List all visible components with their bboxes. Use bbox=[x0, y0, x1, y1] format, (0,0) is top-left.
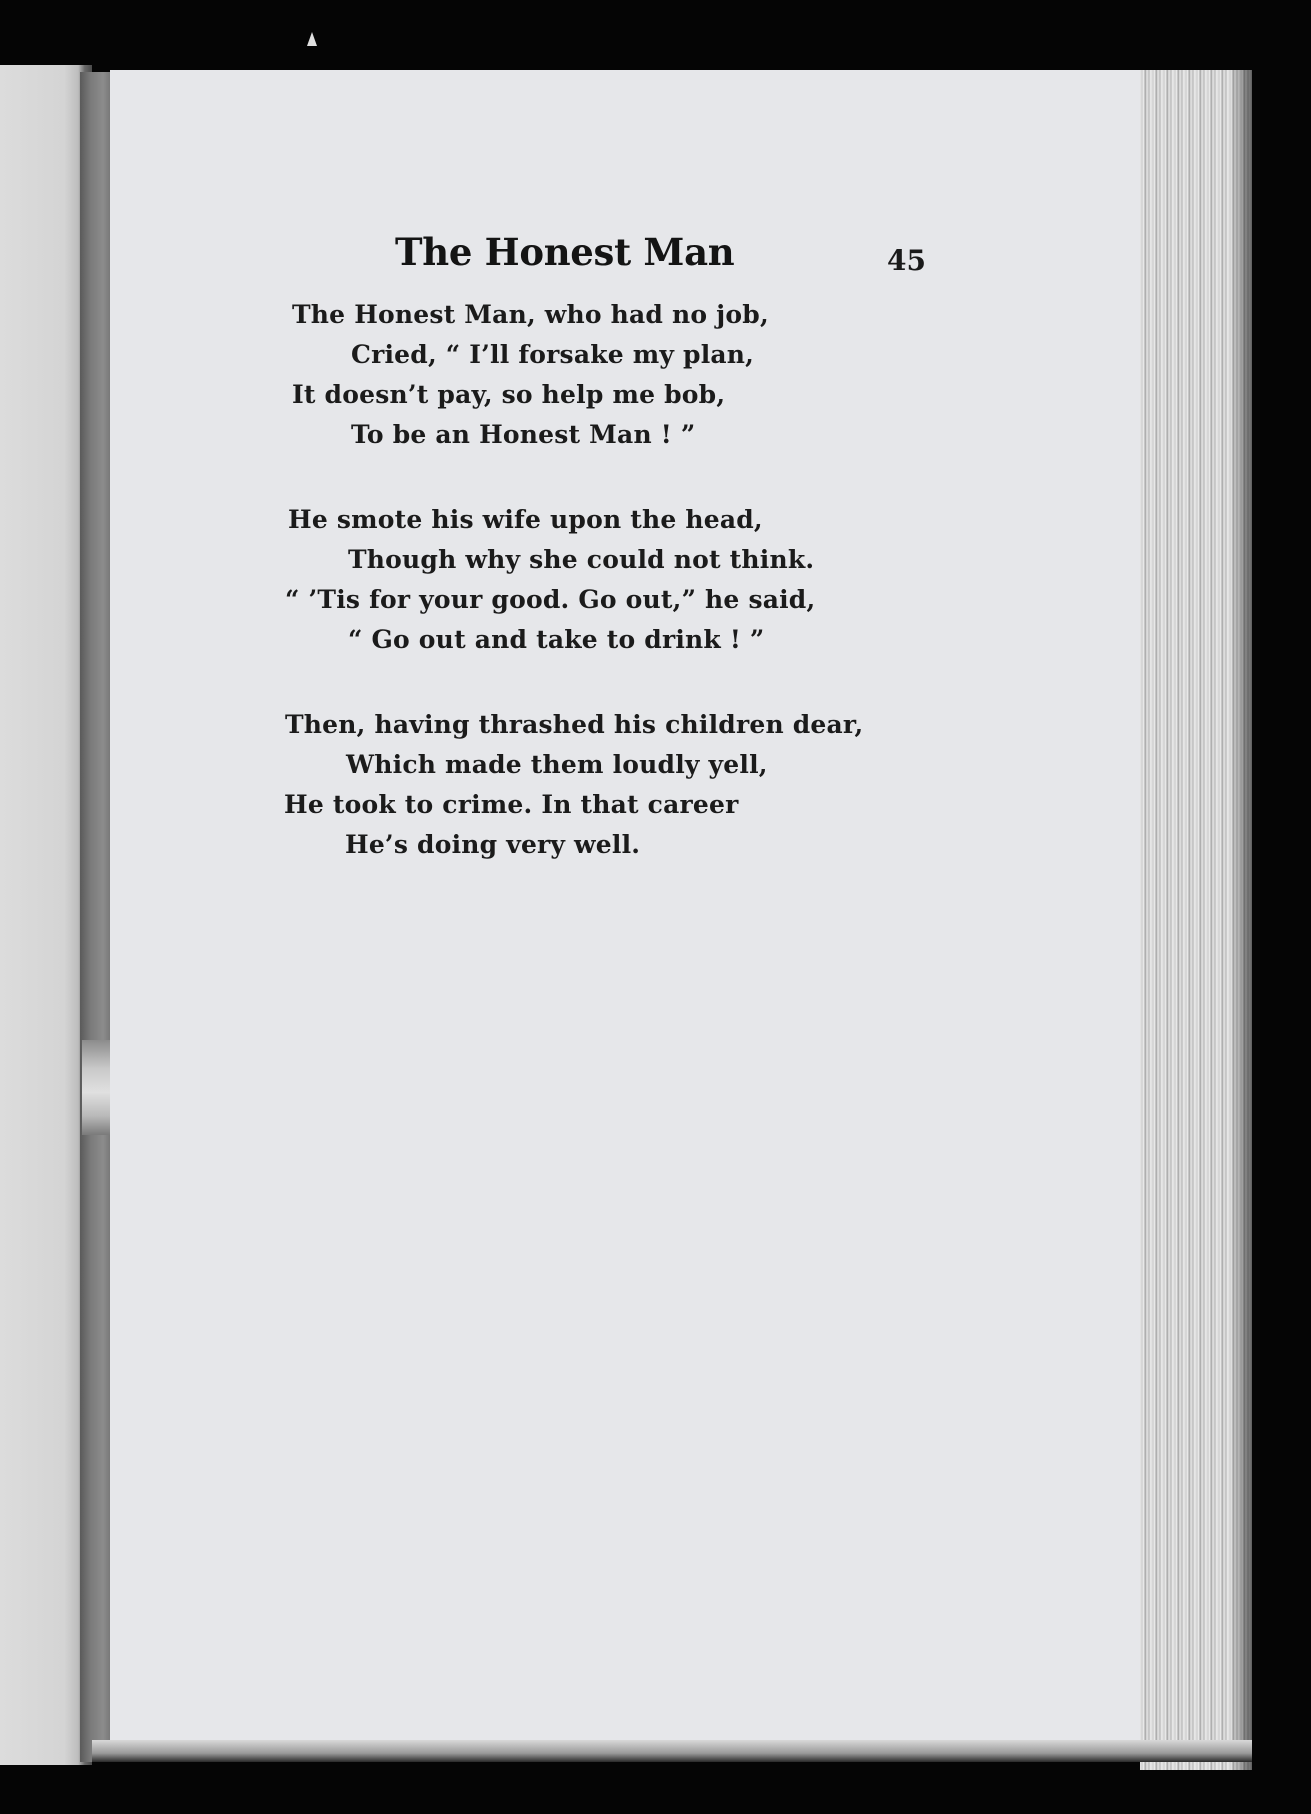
poem-line: Which made them loudly yell, bbox=[346, 750, 768, 779]
poem-line: The Honest Man, who had no job, bbox=[292, 300, 769, 329]
page-number: 45 bbox=[887, 244, 926, 277]
left-page-edge bbox=[0, 65, 92, 1765]
poem-line: Though why she could not think. bbox=[348, 545, 815, 574]
page-bottom-edge bbox=[92, 1740, 1252, 1762]
poem-title: The Honest Man bbox=[395, 230, 735, 274]
poem-line: He smote his wife upon the head, bbox=[288, 505, 763, 534]
poem-line: To be an Honest Man ! ” bbox=[351, 420, 696, 449]
poem-line: He’s doing very well. bbox=[345, 830, 641, 859]
poem-line: Cried, “ I’ll forsake my plan, bbox=[351, 340, 755, 369]
poem-line: Then, having thrashed his children dear, bbox=[285, 710, 864, 739]
poem-line: “ ’Tis for your good. Go out,” he said, bbox=[285, 585, 816, 614]
poem-line: It doesn’t pay, so help me bob, bbox=[292, 380, 726, 409]
page-header bbox=[0, 230, 1311, 290]
scan-marker-icon bbox=[307, 32, 317, 46]
poem-line: “ Go out and take to drink ! ” bbox=[348, 625, 765, 654]
poem-line: He took to crime. In that career bbox=[284, 790, 739, 819]
page-edge-shadow bbox=[1230, 70, 1252, 1770]
